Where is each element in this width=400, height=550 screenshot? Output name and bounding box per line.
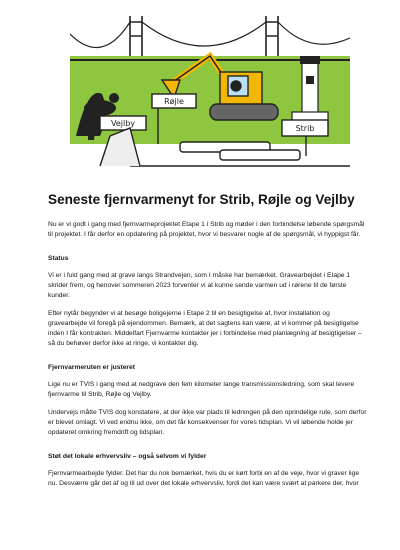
- section-paragraph: Fjernvarmearbejde fylder. Det har du nok bemærket, hvis du er kørt forbi en af de veje, hvor vi graver lige nu. Desværre går det af og til ud over det lokale erhvervsliv, fordi det kan være svært at parkere der, hvor: [48, 470, 360, 487]
- sign-vejlby: Vejlby: [110, 119, 136, 128]
- section-status: [48, 254, 368, 349]
- section-local-business: [48, 452, 368, 489]
- sign-rojle: Røjle: [164, 97, 184, 106]
- section-paragraph: Lige nu er TVIS i gang med at nedgrave den fem kilometer lange transmissionsledning, som skal levere fjernvarme til Strib, Røjle og Vejlby.: [48, 381, 355, 398]
- section-heading: Støt det lokale erhvervsliv – også selvom vi fylder: [48, 453, 207, 460]
- article-title: Seneste fjernvarmenyt for Strib, Røjle og Vejlby: [48, 192, 355, 207]
- section-paragraph: Vi er i fuld gang med at grave langs Strandvejen, som I måske har bemærket. Gravearbejdet i Etape 1 skrider frem, og henover sommeren 2023 forventer vi at kunne sende varmen ud i rørene til de første kunder.: [48, 272, 351, 299]
- section-heading: Status: [48, 255, 69, 262]
- section-paragraph: Undervejs måtte TVIS dog konstatere, at der ikke var plads til ledningen på den oprindelige rute, som derfor er blevet omlagt. Vi ved endnu ikke, om det får konsekvenser for vores tidsplan. Vi vil løbende holde jer opdateret omkring fremdrift og tidsplan.: [48, 409, 367, 436]
- section-paragraph: Efter nytår begynder vi at besøge boligejerne i Etape 2 til en besigtigelse af, hvor installation og gravearbejde vil foregå på ejendommen. Bemærk, at det sagtens kan være, at vi kommer på besigtigelse inden I får kontrakten. Middelfart Fjernvarme kontakter jer i forbindelse med planlægning af besigtigelser – så du behøver derfor ikke at ringe, vi kontakter dig.: [48, 310, 362, 347]
- section-route: [48, 363, 368, 438]
- header-illustration: [70, 16, 350, 172]
- sign-strib: Strib: [295, 124, 315, 133]
- section-heading: Fjernvarmeruten er justeret: [48, 364, 135, 371]
- intro-paragraph: Nu er vi godt i gang med fjernvarmeprojektet Etape 1 i Strib og møder i den forbindelse løbende spørgsmål til projektet. I får derfor en opdatering på projektet, hvor vi besvarer nogle af de spørgsmål, vi hyppigst får.: [48, 221, 365, 238]
- article: [48, 192, 368, 497]
